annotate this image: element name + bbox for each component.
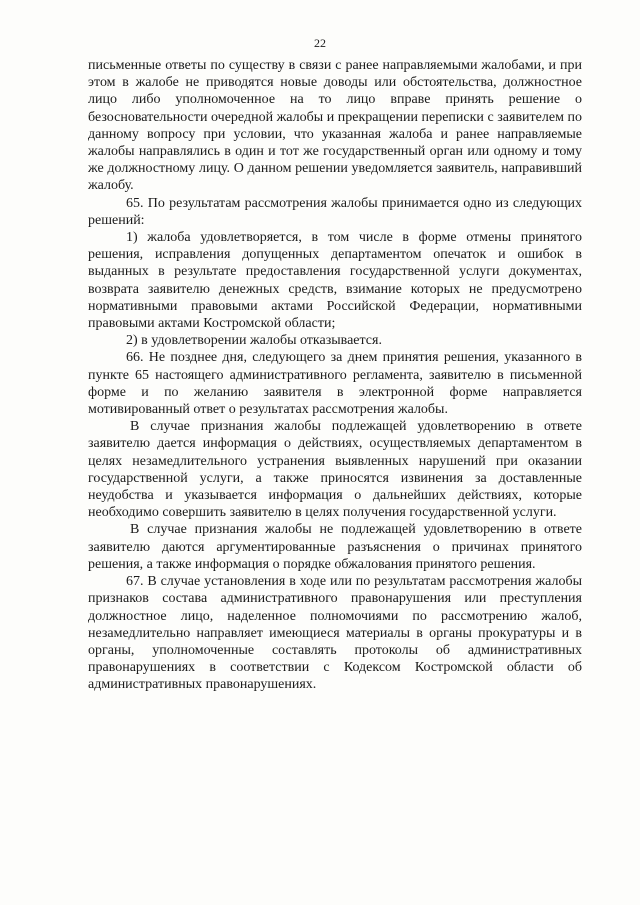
paragraph-65-item-1: 1) жалоба удовлетворяется, в том числе в форме отмены принятого решения, исправления допущенных департаментом опечаток и ошибок в выданных в результате предоставления государственной услуги документах, возврата заявителю денежных средств, взимание которых не предусмотрено нормативными правовыми актами Российской Федерации, нормативными правовыми актами Костромской области;	[88, 230, 582, 332]
paragraph-66: 66. Не позднее дня, следующего за днем принятия решения, указанного в пункте 65 настоящего административного регламента, заявителю в письменной форме и по желанию заявителя в электронной форме направляется мотивированный ответ о результатах рассмотрения жалобы.	[88, 350, 582, 418]
paragraph-continuation: письменные ответы по существу в связи с ранее направляемыми жалобами, и при этом в жалобе не приводятся новые доводы или обстоятельства, должностное лицо либо уполномоченное на то лицо вправе принять решение о безосновательности очередной жалобы и прекращении переписки с заявителем по данному вопросу при условии, что указанная жалоба и ранее направляемые жалобы направлялись в один и тот же государственный орган или одному и тому же должностному лицу. О данном решении уведомляется заявитель, направивший жалобу.	[88, 58, 582, 194]
paragraph-65-item-2: 2) в удовлетворении жалобы отказывается.	[126, 333, 382, 349]
paragraph-67: 67. В случае установления в ходе или по результатам рассмотрения жалобы признаков состава административного правонарушения или преступления должностное лицо, наделенное полномочиями по рассмотрению жалоб, незамедлительно направляет имеющиеся материалы в органы прокуратуры и в органы, уполномоченные составлять протоколы об административных правонарушениях в соответствии с Кодексом Костромской области об административных правонарушениях.	[88, 574, 582, 693]
paragraph-65: 65. По результатам рассмотрения жалобы принимается одно из следующих решений:	[88, 195, 582, 228]
paragraph-66-rejected: В случае признания жалобы не подлежащей удовлетворению в ответе заявителю даются аргументированные разъяснения о причинах принятого решения, а также информация о порядке обжалования принятого решения.	[88, 522, 582, 572]
document-body	[88, 57, 582, 694]
page-number: 22	[314, 36, 326, 50]
paragraph-66-satisfied: В случае признания жалобы подлежащей удовлетворению в ответе заявителю дается информация о действиях, осуществляемых департаментом в целях незамедлительного устранения выявленных нарушений при оказании государственной услуги, а также приносятся извинения за доставленные неудобства и указывается информация о дальнейших действиях, которые необходимо совершить заявителю в целях получения государственной услуги.	[88, 419, 582, 521]
